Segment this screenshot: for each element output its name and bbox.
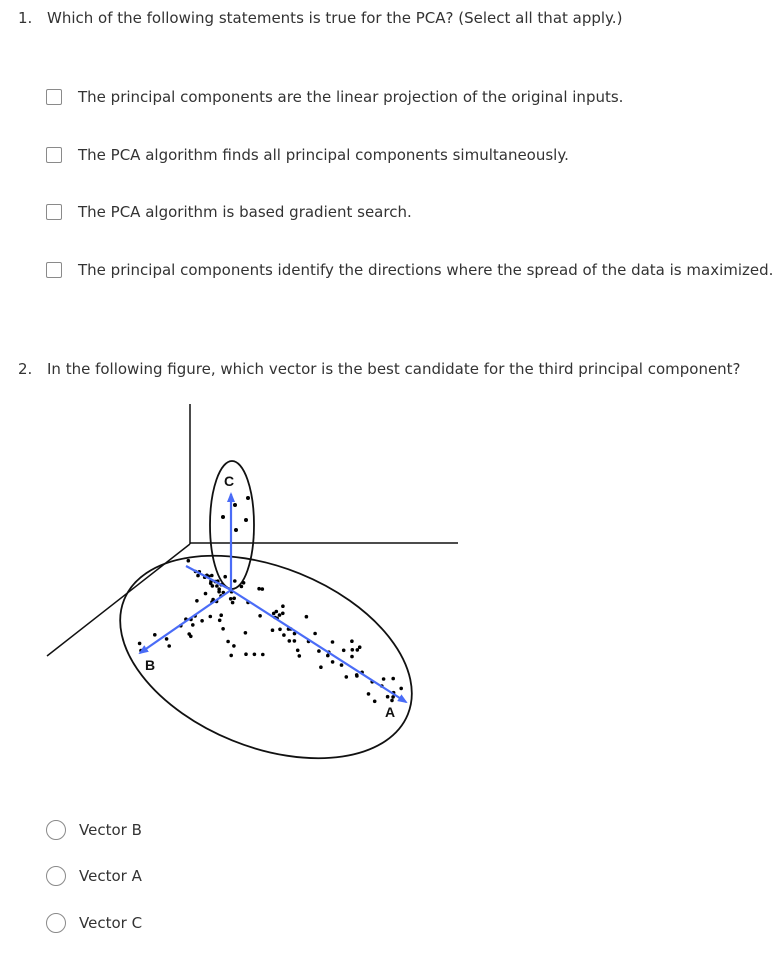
checkbox[interactable]: [46, 89, 62, 105]
q1-option-2-label: The PCA algorithm finds all principal components simultaneously.: [78, 146, 569, 164]
pca-figure: [0, 395, 777, 775]
data-point: [233, 503, 237, 507]
label-b: B: [145, 657, 156, 673]
checkbox[interactable]: [46, 204, 62, 220]
data-point: [305, 615, 309, 619]
q2-option-2-label: Vector A: [79, 867, 142, 885]
data-point: [191, 623, 195, 627]
data-point: [390, 699, 394, 703]
data-point: [258, 614, 262, 618]
q2-option-3-label: Vector C: [79, 914, 143, 932]
data-point: [187, 632, 191, 636]
radio[interactable]: [46, 913, 66, 933]
data-point: [244, 652, 248, 656]
vector-a: [231, 590, 406, 702]
question-2-text: In the following figure, which vector is the best candidate for the third principal component?: [47, 360, 741, 378]
data-point: [282, 633, 286, 637]
data-point: [345, 675, 349, 679]
data-point: [229, 597, 233, 601]
data-point: [275, 610, 279, 614]
data-point: [271, 628, 275, 632]
data-point: [187, 559, 191, 563]
data-point: [355, 673, 359, 677]
question-1-text: Which of the following statements is true for the PCA? (Select all that apply.): [47, 9, 623, 27]
data-point: [331, 640, 335, 644]
data-point: [356, 648, 360, 652]
data-point: [226, 640, 230, 644]
data-point: [204, 592, 208, 596]
data-point: [319, 665, 323, 669]
vector-b: [140, 590, 231, 653]
data-point: [399, 687, 403, 691]
data-point: [261, 587, 265, 591]
data-point: [234, 528, 238, 532]
data-point: [244, 631, 248, 635]
data-point: [367, 692, 371, 696]
data-point: [209, 615, 213, 619]
data-point: [257, 587, 261, 591]
data-point: [288, 639, 292, 643]
data-point: [246, 496, 250, 500]
data-point: [211, 584, 215, 588]
data-point: [221, 627, 225, 631]
data-point: [298, 654, 302, 658]
question-2: [0, 359, 777, 381]
label-c: C: [224, 473, 235, 489]
data-point: [229, 654, 233, 658]
q2-option-3[interactable]: [46, 911, 142, 935]
data-point: [210, 574, 214, 578]
data-point: [231, 601, 235, 605]
large-ellipse: [90, 516, 441, 775]
checkbox[interactable]: [46, 262, 62, 278]
data-point: [232, 597, 236, 601]
question-2-number: 2.: [18, 360, 33, 378]
q1-option-1[interactable]: [46, 85, 623, 109]
question-1: [0, 8, 777, 30]
q2-option-2[interactable]: [46, 864, 142, 888]
data-point: [281, 612, 285, 616]
data-point: [317, 649, 321, 653]
data-point: [373, 700, 377, 704]
data-point: [200, 619, 204, 623]
q1-option-1-label: The principal components are the linear projection of the original inputs.: [78, 88, 624, 106]
data-point: [296, 649, 300, 653]
data-point: [232, 644, 236, 648]
data-point: [386, 695, 390, 699]
data-point: [217, 587, 221, 591]
q1-option-3[interactable]: [46, 200, 412, 224]
checkbox[interactable]: [46, 147, 62, 163]
data-point: [215, 584, 219, 588]
data-point: [167, 644, 171, 648]
data-point: [340, 663, 344, 667]
data-point: [293, 639, 297, 643]
data-point: [233, 579, 237, 583]
radio[interactable]: [46, 820, 66, 840]
data-point: [391, 677, 395, 681]
data-point: [326, 654, 330, 658]
data-point: [219, 613, 223, 617]
data-point: [165, 637, 169, 641]
data-point: [218, 619, 222, 623]
question-1-number: 1.: [18, 9, 33, 27]
data-point: [382, 677, 386, 681]
data-points: [138, 496, 403, 703]
data-point: [138, 642, 142, 646]
data-point: [342, 649, 346, 653]
data-point: [278, 613, 282, 617]
data-point: [281, 604, 285, 608]
q1-option-4[interactable]: [46, 258, 773, 282]
q1-option-2[interactable]: [46, 143, 569, 167]
data-point: [240, 585, 244, 589]
data-point: [331, 660, 335, 664]
data-point: [351, 648, 355, 652]
data-point: [278, 628, 282, 632]
data-point: [261, 653, 265, 657]
q1-option-4-label: The principal components identify the directions where the spread of the data is maximized.: [78, 261, 774, 279]
data-point: [253, 653, 257, 657]
axis-diagonal: [47, 544, 190, 656]
data-point: [358, 645, 362, 649]
data-point: [350, 655, 354, 659]
data-point: [350, 639, 354, 643]
radio[interactable]: [46, 866, 66, 886]
data-point: [196, 574, 200, 578]
data-point: [223, 575, 227, 579]
data-point: [313, 632, 317, 636]
q2-option-1[interactable]: [46, 818, 142, 842]
q2-option-1-label: Vector B: [79, 821, 142, 839]
q1-option-3-label: The PCA algorithm is based gradient search.: [78, 203, 412, 221]
data-point: [242, 581, 246, 585]
label-a: A: [385, 704, 396, 720]
data-point: [195, 599, 199, 603]
data-point: [221, 515, 225, 519]
data-point: [153, 633, 157, 637]
data-point: [244, 518, 248, 522]
